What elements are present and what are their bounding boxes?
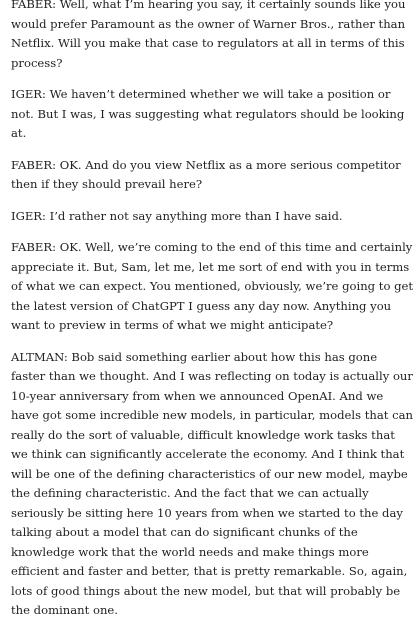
paragraph-faber-2: FABER: OK. And do you view Netflix as a more serious competitor then if they should prevail here? bbox=[11, 157, 401, 191]
paragraph-faber-3: FABER: OK. Well, we’re coming to the end of this time and certainly appreciate it. But, Sam, let me, let me sort of end with you in terms of what we can expect. You mentioned, obviously, we’re going to get the latest version of ChatGPT I guess any day now. Anything you want to preview in terms of what we might anticipate? bbox=[11, 240, 414, 332]
paragraph-altman-1: ALTMAN: Bob said something earlier about how this has gone faster than we thought. And I was reflecting on today is actually our 10-year anniversary from when we announced OpenAI. And we have got some incredible new models, in particular, models that can really do the sort of valuable, difficult knowledge work tasks that we think can significantly accelerate the economy. And I think that will be one of the defining characteristics of our new model, maybe the defining characteristic. And the fact that we can actually seriously be sitting here 10 years from when we started to the day talking about a model that can do significant chunks of the knowledge work that the world needs and make things more efficient and faster and better, that is pretty remarkable. So, again, lots of good things about the new model, but that will probably be the dominant one. bbox=[11, 349, 413, 617]
paragraph-faber-1: FABER: Well, what I’m hearing you say, it certainly sounds like you would prefer Paramount as the owner of Warner Bros., rather than Netflix. Will you make that case to regulators at all in terms of this process? bbox=[11, 0, 406, 70]
paragraph-iger-1: IGER: We haven’t determined whether we will take a position or not. But I was, I was suggesting what regulators should be looking at. bbox=[11, 87, 405, 140]
paragraph-iger-2: IGER: I’d rather not say anything more than I have said. bbox=[11, 208, 343, 223]
